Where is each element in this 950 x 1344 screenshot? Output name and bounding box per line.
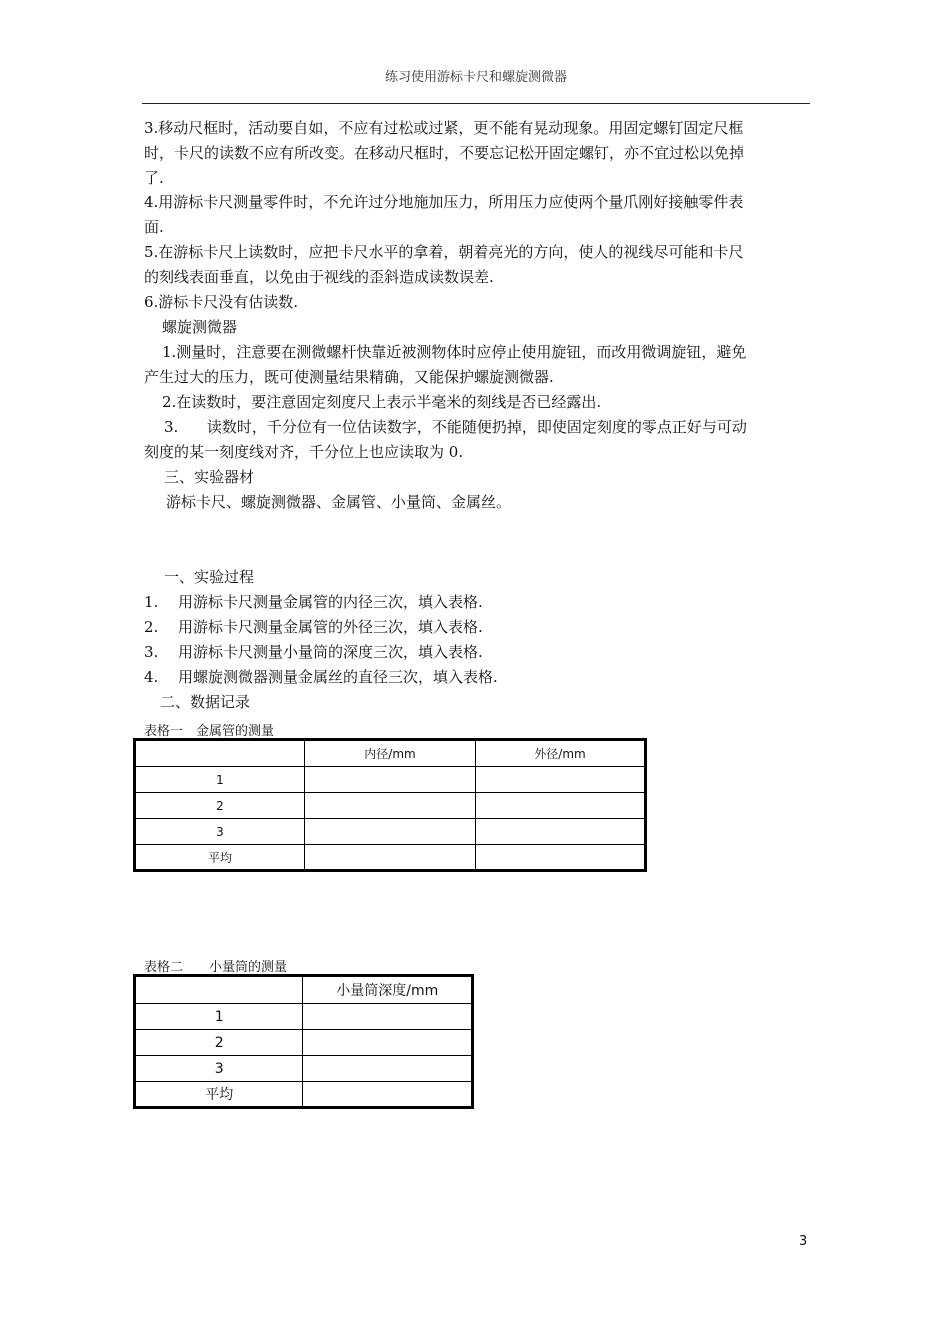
table-cell: 3 <box>135 819 305 845</box>
table-row <box>135 1082 473 1108</box>
step-number: 2. <box>144 618 159 636</box>
section-heading: 二、数据记录 <box>160 693 251 711</box>
body-line: 产生过大的压力，既可使测量结果精确，又能保护螺旋测微器. <box>144 368 554 386</box>
table-cell <box>303 1082 473 1108</box>
body-line: 2.在读数时，要注意固定刻度尺上表示半毫米的刻线是否已经露出. <box>162 393 602 411</box>
table-cell: 1 <box>135 767 305 793</box>
table-row <box>135 793 646 819</box>
body-line: 面. <box>144 218 164 236</box>
table-caption: 表格二 小量筒的测量 <box>144 960 288 975</box>
body-line: 6.游标卡尺没有估读数. <box>144 293 299 311</box>
table-cell <box>305 793 476 819</box>
table-header-cell: 小量筒深度/mm <box>303 976 473 1004</box>
step-text: 用游标卡尺测量金属管的内径三次，填入表格. <box>178 593 483 611</box>
table-cell <box>303 1004 473 1030</box>
table-cell <box>476 845 646 871</box>
table-cell <box>303 1056 473 1082</box>
header-rule <box>142 103 810 104</box>
step-number: 4. <box>144 668 159 686</box>
table-header-row <box>135 976 473 1004</box>
measurement-table-2 <box>133 974 474 1109</box>
step-text: 用螺旋测微器测量金属丝的直径三次，填入表格. <box>178 668 498 686</box>
table-cell <box>305 845 476 871</box>
body-line: 时，卡尺的读数不应有所改变。在移动尺框时，不要忘记松开固定螺钉，亦不宜过松以免掉 <box>144 144 745 162</box>
body-line: 3.移动尺框时，活动要自如，不应有过松或过紧，更不能有晃动现象。用固定螺钉固定尺框 <box>144 119 744 137</box>
table-cell <box>476 767 646 793</box>
body-line: 的刻线表面垂直，以免由于视线的歪斜造成读数误差. <box>144 268 494 286</box>
step-number: 3. <box>144 643 159 661</box>
section-heading: 三、实验器材 <box>164 468 255 486</box>
table-cell: 平均 <box>135 845 305 871</box>
table-caption: 表格一 金属管的测量 <box>144 724 275 739</box>
step-text: 用游标卡尺测量小量筒的深度三次，填入表格. <box>178 643 483 661</box>
table-row <box>135 1056 473 1082</box>
section-heading: 一、实验过程 <box>164 568 255 586</box>
table-row <box>135 845 646 871</box>
table-row <box>135 1004 473 1030</box>
table-header-cell <box>135 740 305 767</box>
table-cell: 3 <box>135 1056 303 1082</box>
table-row <box>135 819 646 845</box>
table-cell <box>303 1030 473 1056</box>
table-cell: 平均 <box>135 1082 303 1108</box>
table-row <box>135 767 646 793</box>
page-header: 练习使用游标卡尺和螺旋测微器 <box>384 70 567 85</box>
body-line: 3. 读数时，千分位有一位估读数字，不能随便扔掉，即使固定刻度的零点正好与可动 <box>164 418 747 436</box>
body-line: 5.在游标卡尺上读数时，应把卡尺水平的拿着，朝着亮光的方向，使人的视线尽可能和卡尺 <box>144 243 744 261</box>
body-line: 1.测量时，注意要在测微螺杆快靠近被测物体时应停止使用旋钮，而改用微调旋钮，避免 <box>162 343 747 361</box>
table-cell <box>476 819 646 845</box>
step-number: 1. <box>144 593 159 611</box>
table-header-cell: 外径/mm <box>476 740 646 767</box>
table-cell <box>305 767 476 793</box>
table-cell: 2 <box>135 1030 303 1056</box>
table-row <box>135 1030 473 1056</box>
body-line: 刻度的某一刻度线对齐，千分位上也应读取为 0. <box>144 443 464 461</box>
step-text: 用游标卡尺测量金属管的外径三次，填入表格. <box>178 618 483 636</box>
body-line: 了. <box>144 169 164 187</box>
page-number: 3 <box>799 1234 808 1249</box>
table-header-cell <box>135 976 303 1004</box>
table-header-row <box>135 740 646 767</box>
measurement-table-1 <box>133 738 647 872</box>
body-line: 4.用游标卡尺测量零件时，不允许过分地施加压力，所用压力应使两个量爪刚好接触零件表 <box>144 193 744 211</box>
table-cell: 1 <box>135 1004 303 1030</box>
table-header-cell: 内径/mm <box>305 740 476 767</box>
body-line: 游标卡尺、螺旋测微器、金属管、小量筒、金属丝。 <box>166 493 512 511</box>
table-cell <box>476 793 646 819</box>
table-cell <box>305 819 476 845</box>
table-cell: 2 <box>135 793 305 819</box>
section-subheading: 螺旋测微器 <box>162 318 238 336</box>
